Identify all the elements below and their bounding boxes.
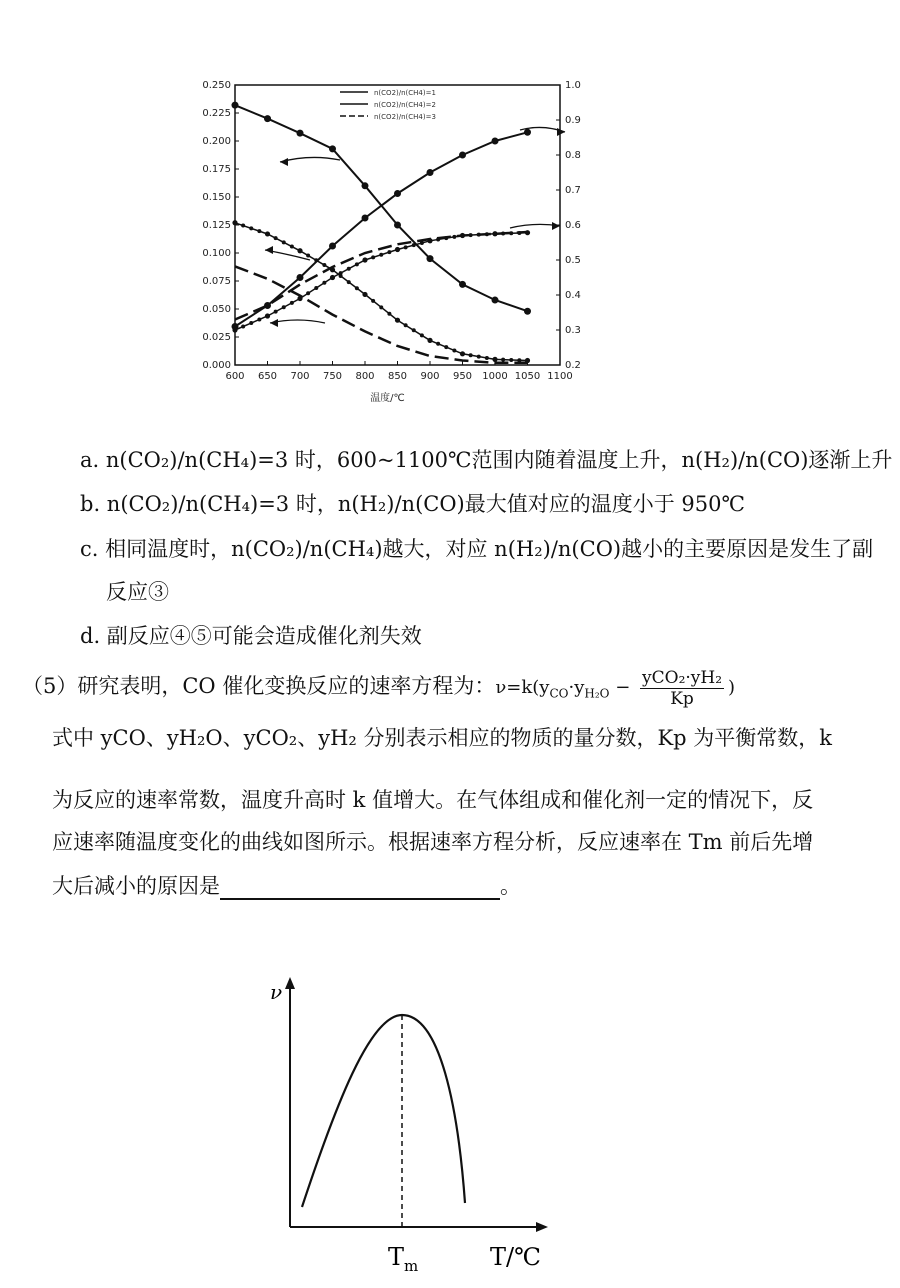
- data-point: [477, 355, 481, 359]
- y-left-tick-label: 0.200: [202, 136, 231, 147]
- y-left-tick-label: 0.025: [202, 332, 231, 343]
- y-left-tick-label: 0.100: [202, 248, 231, 259]
- y-left-tick-label: 0.225: [202, 108, 231, 119]
- x-tick-label: 850: [387, 371, 408, 382]
- x-tick-label: 900: [420, 371, 440, 382]
- data-point: [290, 245, 294, 249]
- data-point: [290, 301, 294, 305]
- y-left-tick-label: 0.125: [202, 220, 231, 231]
- data-point: [420, 333, 424, 337]
- data-point: [355, 286, 359, 290]
- data-point: [274, 310, 278, 314]
- y-axis-label: ν: [270, 980, 283, 1004]
- series-line-left: [235, 266, 528, 362]
- data-point: [232, 327, 237, 332]
- data-point: [355, 262, 359, 266]
- data-point: [329, 243, 336, 250]
- option-b: b. n(CO₂)/n(CH₄)=3 时，n(H₂)/n(CO)最大值对应的温度小于 950℃: [80, 492, 745, 516]
- rate-equation: $\nu=k(y_{CO}\cdot y_{H_2O}$ − $\frac{\text{yCO₂·yH₂}}{Kp}$ ): [495, 667, 736, 709]
- q5-line3: 为反应的速率常数，温度升高时 k 值增大。在气体组成和催化剂一定的情况下，反: [52, 788, 814, 812]
- data-point: [297, 130, 304, 137]
- rate-curve: [302, 1015, 465, 1207]
- data-point: [459, 281, 466, 288]
- data-point: [436, 342, 440, 346]
- q5-line1: [22, 664, 735, 708]
- x-tick-label: 600: [225, 371, 245, 382]
- data-point: [394, 190, 401, 197]
- y-right-tick-label: 0.8: [565, 150, 581, 161]
- y-right-tick-label: 0.4: [565, 290, 581, 301]
- q5-line2: 式中 yCO、yH₂O、yCO₂、yH₂ 分别表示相应的物质的量分数，Kp 为平衡常数，k: [52, 726, 833, 750]
- legend-label: n(CO2)/n(CH4)=1: [374, 89, 436, 97]
- data-point: [452, 348, 456, 352]
- data-point: [362, 257, 367, 262]
- data-point: [362, 292, 367, 297]
- data-point: [362, 182, 369, 189]
- series-line-right: [235, 233, 528, 330]
- data-point: [232, 102, 239, 109]
- data-point: [492, 138, 499, 145]
- data-point: [339, 271, 343, 275]
- data-point: [492, 357, 497, 362]
- data-point: [524, 129, 531, 136]
- q5-line5: 大后减小的原因是 。: [52, 874, 521, 898]
- y-right-tick-label: 0.2: [565, 360, 581, 371]
- option-c-line2: 反应③: [106, 580, 169, 604]
- data-point: [412, 243, 416, 247]
- data-point: [427, 255, 434, 262]
- data-point: [524, 308, 531, 315]
- data-point: [249, 226, 253, 230]
- data-point: [395, 318, 400, 323]
- x-tick-label: 1050: [514, 371, 541, 382]
- peak-label-subscript: m: [404, 1257, 419, 1275]
- x-axis-label: 温度/℃: [370, 393, 405, 404]
- annotation-arrow: [280, 157, 340, 162]
- x-tick-label: 950: [452, 371, 473, 382]
- data-point: [322, 281, 326, 285]
- data-point: [509, 358, 513, 362]
- y-axis-arrow: [285, 977, 295, 989]
- annotation-arrowhead: [280, 158, 288, 166]
- data-point: [297, 274, 304, 281]
- data-point: [306, 254, 310, 258]
- data-point: [379, 305, 383, 309]
- data-point: [427, 338, 432, 343]
- x-axis-label: T/℃: [490, 1243, 541, 1271]
- y-right-tick-label: 0.6: [565, 220, 581, 231]
- x-tick-label: 800: [355, 371, 375, 382]
- data-point: [427, 169, 434, 176]
- data-point: [395, 247, 400, 252]
- x-tick-label: 1000: [482, 371, 508, 382]
- y-left-tick-label: 0.175: [202, 164, 231, 175]
- q5-line4: 应速率随温度变化的曲线如图所示。根据速率方程分析，反应速率在 Tm 前后先增: [52, 830, 814, 854]
- annotation-arrow: [270, 320, 325, 323]
- data-point: [387, 250, 391, 254]
- y-left-tick-label: 0.000: [202, 360, 231, 371]
- data-point: [469, 353, 473, 357]
- data-point: [347, 267, 351, 271]
- series-line-left: [235, 105, 528, 311]
- legend-label: n(CO2)/n(CH4)=2: [374, 101, 436, 109]
- data-point: [297, 296, 302, 301]
- option-d: d. 副反应④⑤可能会造成催化剂失效: [80, 624, 422, 648]
- data-point: [274, 236, 278, 240]
- data-point: [257, 229, 261, 233]
- y-right-tick-label: 0.3: [565, 325, 581, 336]
- data-point: [330, 275, 335, 280]
- data-point: [460, 351, 465, 356]
- data-point: [282, 305, 286, 309]
- data-point: [265, 231, 270, 236]
- q5-prefix: （5）研究表明，CO 催化变换反应的速率方程为：: [22, 674, 496, 698]
- data-point: [314, 286, 318, 290]
- data-point: [322, 263, 326, 267]
- data-point: [282, 240, 286, 244]
- y-right-tick-label: 0.9: [565, 115, 581, 126]
- rate-temperature-chart: [150, 965, 570, 1275]
- option-c-line1: c. 相同温度时，n(CO₂)/n(CH₄)越大，对应 n(H₂)/n(CO)越小的主要原因是发生了副: [80, 537, 874, 561]
- y-right-tick-label: 0.7: [565, 185, 581, 196]
- data-point: [459, 152, 466, 159]
- data-point: [347, 280, 351, 284]
- data-point: [297, 248, 302, 253]
- data-point: [387, 312, 391, 316]
- y-right-tick-label: 1.0: [565, 80, 581, 91]
- y-right-tick-label: 0.5: [565, 255, 581, 266]
- data-point: [492, 297, 499, 304]
- option-a: a. n(CO₂)/n(CH₄)=3 时，600~1100℃范围内随着温度上升，n(H₂)/n(CO)逐渐上升: [80, 448, 893, 472]
- data-point: [241, 325, 245, 329]
- y-left-tick-label: 0.250: [202, 80, 231, 91]
- data-point: [306, 291, 310, 295]
- equilibrium-chart: [190, 80, 610, 410]
- rate-eq-numerator: yCO₂·yH₂: [642, 667, 723, 688]
- data-point: [394, 222, 401, 229]
- x-tick-label: 650: [257, 371, 278, 382]
- x-tick-label: 700: [290, 371, 310, 382]
- x-tick-label: 750: [322, 371, 343, 382]
- data-point: [379, 253, 383, 257]
- y-left-tick-label: 0.050: [202, 304, 231, 315]
- annotation-arrowhead: [557, 128, 565, 136]
- data-point: [412, 328, 416, 332]
- y-left-tick-label: 0.150: [202, 192, 231, 203]
- annotation-arrowhead: [270, 319, 278, 327]
- answer-blank[interactable]: [220, 876, 500, 900]
- data-point: [452, 235, 456, 239]
- data-point: [241, 224, 245, 228]
- x-axis-arrow: [536, 1222, 548, 1232]
- data-point: [362, 215, 369, 222]
- legend-label: n(CO2)/n(CH4)=3: [374, 113, 436, 121]
- data-point: [257, 318, 261, 322]
- data-point: [371, 299, 375, 303]
- data-point: [404, 323, 408, 327]
- x-tick-label: 1100: [547, 371, 573, 382]
- data-point: [264, 115, 271, 122]
- annotation-arrowhead: [552, 222, 560, 230]
- data-point: [265, 313, 270, 318]
- data-point: [404, 245, 408, 249]
- peak-label: T: [388, 1243, 405, 1271]
- rate-eq-denominator: Kp: [670, 688, 694, 709]
- data-point: [249, 321, 253, 325]
- data-point: [501, 358, 505, 362]
- y-left-tick-label: 0.075: [202, 276, 231, 287]
- data-point: [444, 345, 448, 349]
- data-point: [329, 145, 336, 152]
- annotation-arrowhead: [265, 246, 273, 254]
- data-point: [485, 356, 489, 360]
- data-point: [232, 220, 237, 225]
- data-point: [371, 255, 375, 259]
